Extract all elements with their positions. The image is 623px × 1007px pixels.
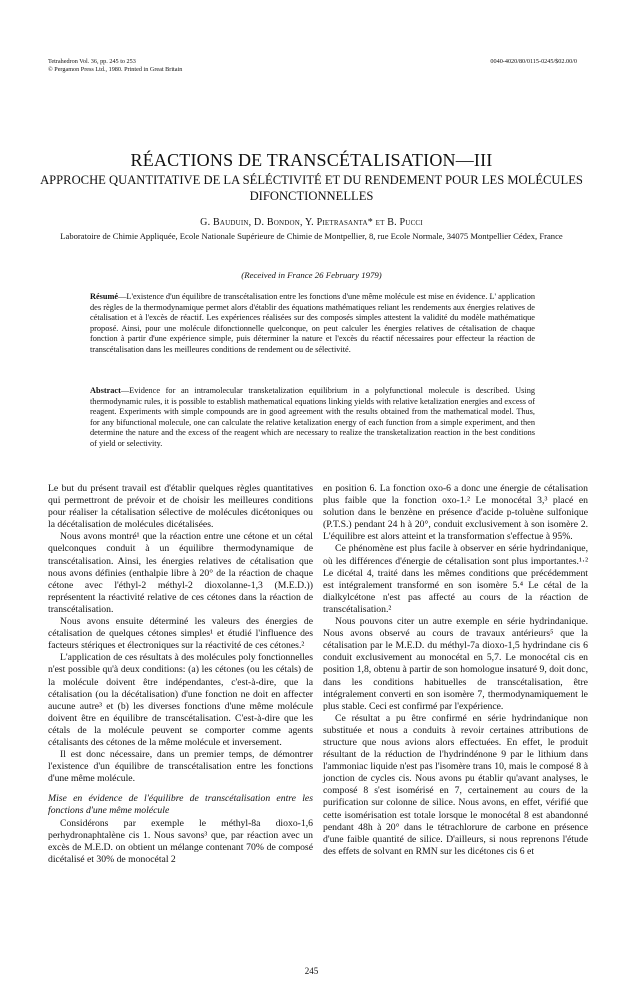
paragraph: L'application de ces résultats à des molécules poly fonctionnelles n'est possible qu'à deux conditions: (a) les cétones (ou les cétals) de la molécule doivent être indépendantes, c'est-à-dire, que la cétalisation (ou la décétalisation) d'une fonction ne doit en affecter aucune autre³ et (b) les diverses fonctions d'une même molécule doivent être en équilibre de transcétalisation. C'est-à-dire que les cétals de la molécule peuvent se comporter comme agents cétalisants des cétones de la même molécule et inversement. — [48, 652, 313, 748]
page-number: 245 — [304, 966, 319, 976]
right-column — [323, 483, 588, 858]
journal-header — [48, 58, 182, 74]
paragraph: Le but du présent travail est d'établir quelques règles quantitatives qui permettront de prévoir et de choisir les meilleures conditions pour réaliser la cétalisation sélective de molécules dicétoniques ou la décétalisation de molécules dicétalisées. — [48, 483, 313, 531]
abstract-block — [90, 386, 535, 450]
abstract-label: Abstract — [90, 386, 121, 395]
paragraph: Il est donc nécessaire, dans un premier temps, de démontrer l'existence d'un équilibre de transcétalisation entre les fonctions d'une même molécule. — [48, 749, 313, 785]
resume-block — [90, 292, 535, 356]
paragraph: Ce phénomène est plus facile à observer en série hydrindanique, où les différences d'énergie de cétalisation sont plus importantes.¹·² Le dicétal 4, traité dans les mêmes conditions que précédemment est intégralement transformé en son isomère 5.⁴ Le cétal de la dialkylcétone n'est pas affecté au cours de la réaction de transcétalisation.² — [323, 543, 588, 615]
abstract-text: —Evidence for an intramolecular transketalization equilibrium in a polyfunctional molecule is described. Using thermodynamic rules, it is possible to establish mathematical equations linking yields with relative ketalization energies and excess of reagent. Experiments with simple compounds are in good agreement with the results obtained from the mathematical model. Thus, for any bifunctional molecule, one can calculate the relative ketalization energy of each function from a simple experiment, and then determine the nature and the excess of the reagent which are necessary to realize the transketalization reaction in the best conditions of yield or selectivity. — [90, 386, 535, 448]
affiliation: Laboratoire de Chimie Appliquée, Ecole Nationale Supérieure de Chimie de Montpellier, 8, rue Ecole Normale, 34075 Montpellier Cédex, France — [60, 231, 563, 241]
paragraph: Considérons par exemple le méthyl-8a dioxo-1,6 perhydronaphtalène cis 1. Nous savons³ que, par réaction avec un excès de M.E.D. on obtient un mélange contenant 70% de composé dicétalisé et 30% de monocétal 2 — [48, 817, 313, 865]
article-code: 0040-4020/80/0115-0245/$02.00/0 — [490, 58, 577, 65]
left-column — [48, 483, 313, 866]
resume-label: Résumé — [90, 292, 119, 301]
resume-text: —L'existence d'un équilibre de transcétalisation entre les fonctions d'une même molécule est mise en évidence. L' application des règles de la thermodynamique permet alors d'établir des équations mathématiques reliant les rendements aux énergies relatives de cétalisation et à l'excès de réactif. Les expériences réalisées sur des composés simples attestent la validité du modèle mathématique proposé. Ainsi, pour une molécule difonctionnelle quelconque, on peut calculer les énergies relatives de cétalisation de chaque fonction à partir d'une expérience simple, puis déterminer la nature et l'excès du réactif nécessaires pour effecteur la réaction de transcétalisation dans les meilleures conditions de rendement ou de sélectivité. — [90, 292, 535, 354]
article-title: RÉACTIONS DE TRANSCÉTALISATION—III — [130, 150, 493, 170]
publisher-line: © Pergamon Press Ltd., 1980. Printed in Great Britain — [48, 66, 183, 73]
paragraph: en position 6. La fonction oxo-6 a donc une énergie de cétalisation plus faible que la fonction oxo-1.² Le monocétal 3,³ placé en solution dans le benzène en présence d'acide p-toluène sulfonique (P.T.S.) pendant 24 h à 20°, conduit exclusivement à son isomère 2. L'équilibre est alors atteint et la transformation s'effectue à 95%. — [323, 483, 588, 543]
paragraph: Nous avons ensuite déterminé les valeurs des énergies de cétalisation de quelques cétones simples¹ et étudié l'influence des facteurs stériques et électroniques sur la réactivité de ces cétones.² — [48, 616, 313, 652]
section-heading: Mise en évidence de l'équilibre de transcétalisation entre les fonctions d'une même molécule — [48, 793, 313, 817]
paragraph: Ce résultat a pu être confirmé en série hydrindanique non substituée et nous a conduits à revoir certaines attributions de structure que nous avions alors effectuées. En effet, le produit résultant de la réduction de l'hydrindénone 9 par le lithium dans l'ammoniac liquide n'est pas l'isomère trans 10, mais le composé 8 à jonction de cycles cis. Nous avons pu établir qu'avant analyses, le composé 8 s'est isomérisé en 7, certainement au cours de la purification sur colonne de silice. Nous avons, en effet, vérifié que cette isomérisation est totale lorsque le monocétal 8 est abandonné pendant 48h à 20° dans le tétrachlorure de carbone en présence d'une faible quantité de silice. D'ailleurs, si nous reprenons l'étude des effets de solvant en RMN sur les dicétones cis 6 et — [323, 712, 588, 857]
author-list: G. Bauduin, D. Bondon, Y. Pietrasanta* et B. Pucci — [200, 217, 423, 228]
paragraph: Nous pouvons citer un autre exemple en série hydrindanique. Nous avons observé au cours de travaux antérieurs⁵ que la cétalisation par le M.E.D. du méthyl-7a dioxo-1,5 hydrindane cis 6 conduit exclusivement au monocétal en 5,7. Le monocétal cis en position 1,8, obtenu à partir de son homologue insaturé 9, doit donc, dans les conditions habituelles de transcétalisation, être intégralement converti en son isomère 7, thermodynamiquement le plus stable. Ceci est confirmé par l'expérience. — [323, 616, 588, 712]
article-subtitle: APPROCHE QUANTITATIVE DE LA SÉLÉCTIVITÉ ET DU RENDEMENT POUR LES MOLÉCULES DIFONCTIONNELLES — [40, 173, 583, 203]
paragraph: Nous avons montré¹ que la réaction entre une cétone et un cétal quelconques conduit à un équilibre thermodynamique de transcétalisation. Ainsi, les énergies relatives de cétalisation que nous avons définies (enthalpie libre à 20° de la réaction de chaque cétone avec l'éthyl-2 méthyl-2 dioxolanne-1,3 (M.E.D.)) représentent la réactivité relative de ces cétones dans la réaction de transcétalisation. — [48, 531, 313, 615]
journal-citation: Tetrahedron Vol. 36, pp. 245 to 253 — [48, 58, 136, 65]
received-date: (Received in France 26 February 1979) — [241, 270, 382, 280]
